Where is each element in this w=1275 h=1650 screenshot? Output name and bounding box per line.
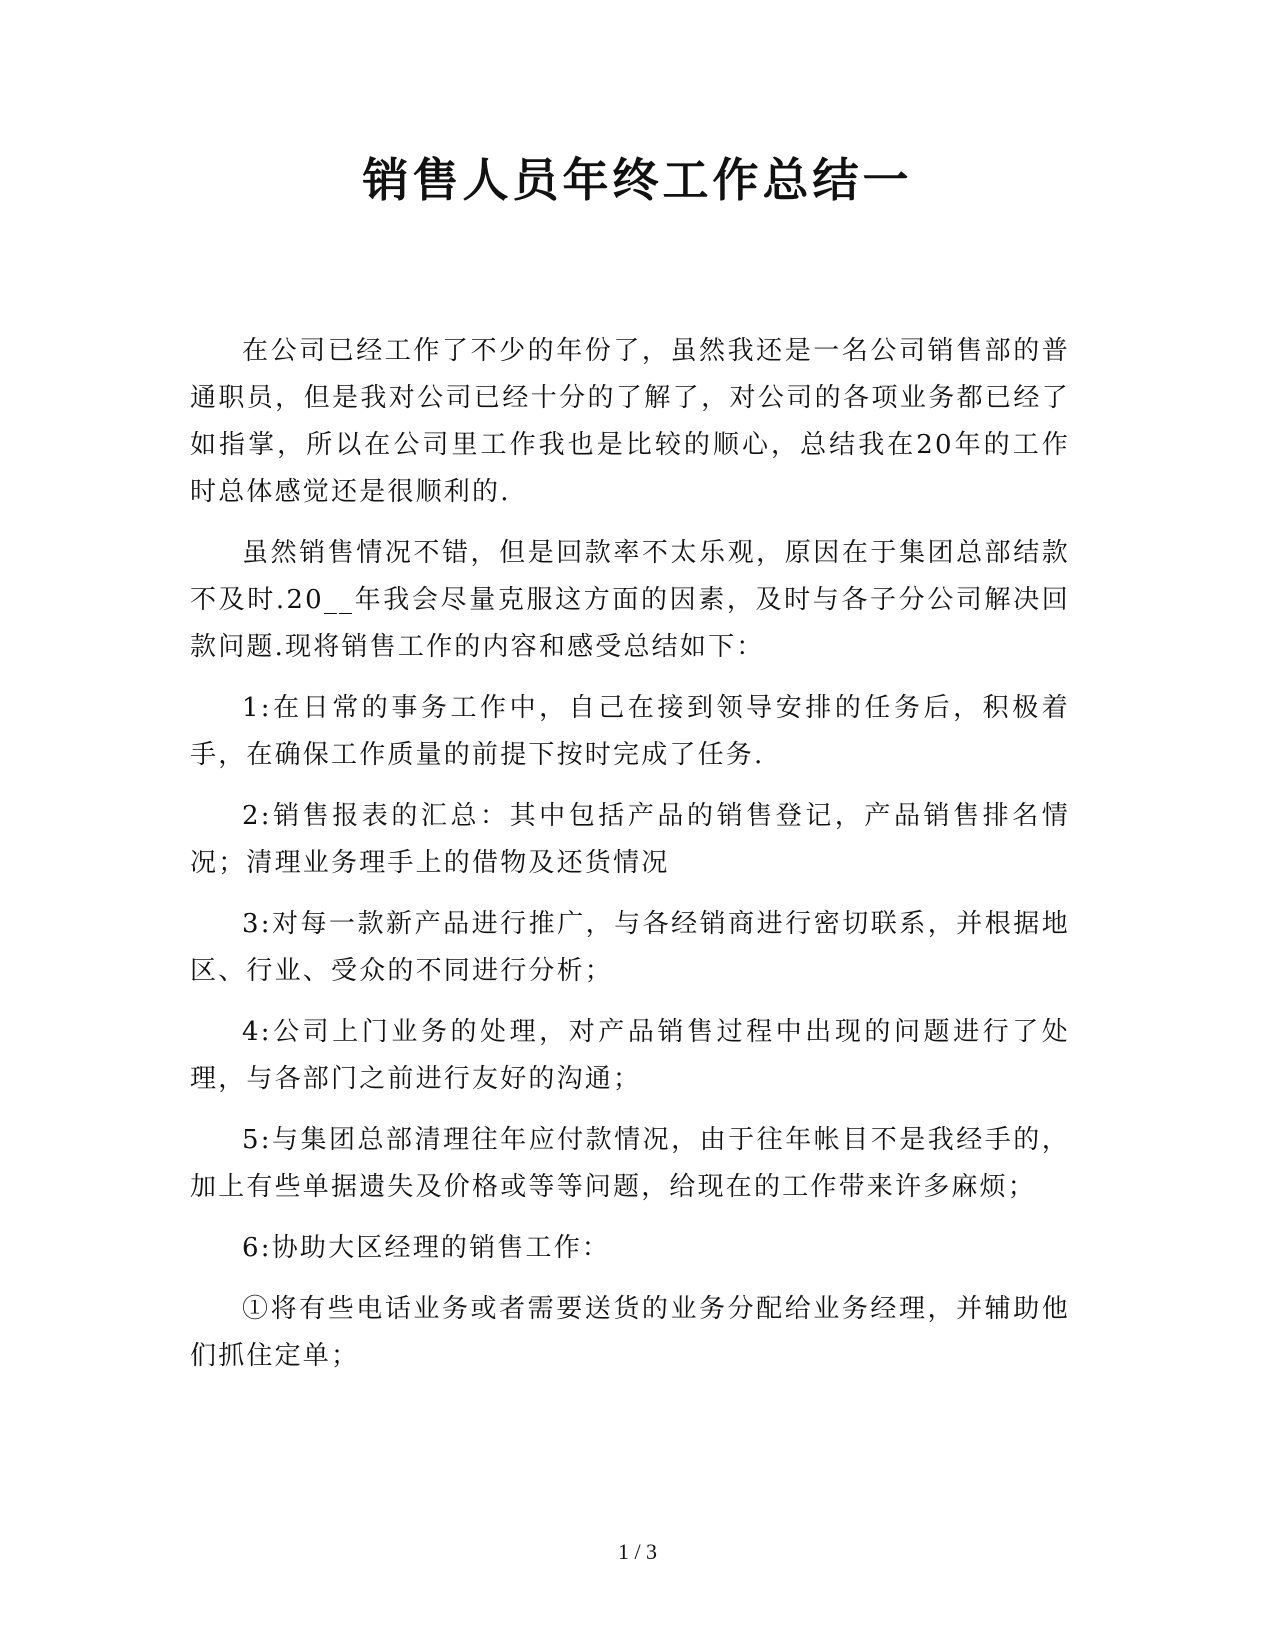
page-title: 销售人员年终工作总结一 [362,153,913,207]
paragraph-item-5: 5:与集团总部清理往年应付款情况，由于往年帐目不是我经手的，加上有些单据遗失及价格或等等问题，给现在的工作带来许多麻烦； [190,1125,1070,1202]
paragraph-summary: 虽然销售情况不错，但是回款率不太乐观，原因在于集团总部结款不及时.20__年我会尽量克服这方面的因素，及时与各子分公司解决回款问题.现将销售工作的内容和感受总结如下： [190,538,1070,662]
paragraph-item-4: 4:公司上门业务的处理，对产品销售过程中出现的问题进行了处理，与各部门之前进行友好的沟通； [190,1017,1070,1094]
paragraph-item-1: 1:在日常的事务工作中，自己在接到领导安排的任务后，积极着手，在确保工作质量的前提下按时完成了任务. [190,693,1070,770]
paragraph-item-6: 6:协助大区经理的销售工作： [242,1233,611,1263]
paragraph-sub-item-1: ①将有些电话业务或者需要送货的业务分配给业务经理，并辅助他们抓住定单； [190,1294,1070,1371]
document-body [190,328,1070,1394]
page-number: 1 / 3 [617,1539,658,1564]
paragraph-item-3: 3:对每一款新产品进行推广，与各经销商进行密切联系，并根据地区、行业、受众的不同进行分析； [190,909,1070,986]
paragraph-intro: 在公司已经工作了不少的年份了，虽然我还是一名公司销售部的普通职员，但是我对公司已经十分的了解了，对公司的各项业务都已经了如指掌，所以在公司里工作我也是比较的顺心，总结我在20年的工作时总体感觉还是很顺利的. [190,336,1070,507]
paragraph-item-2: 2:销售报表的汇总：其中包括产品的销售登记，产品销售排名情况；清理业务理手上的借物及还货情况 [190,801,1070,878]
